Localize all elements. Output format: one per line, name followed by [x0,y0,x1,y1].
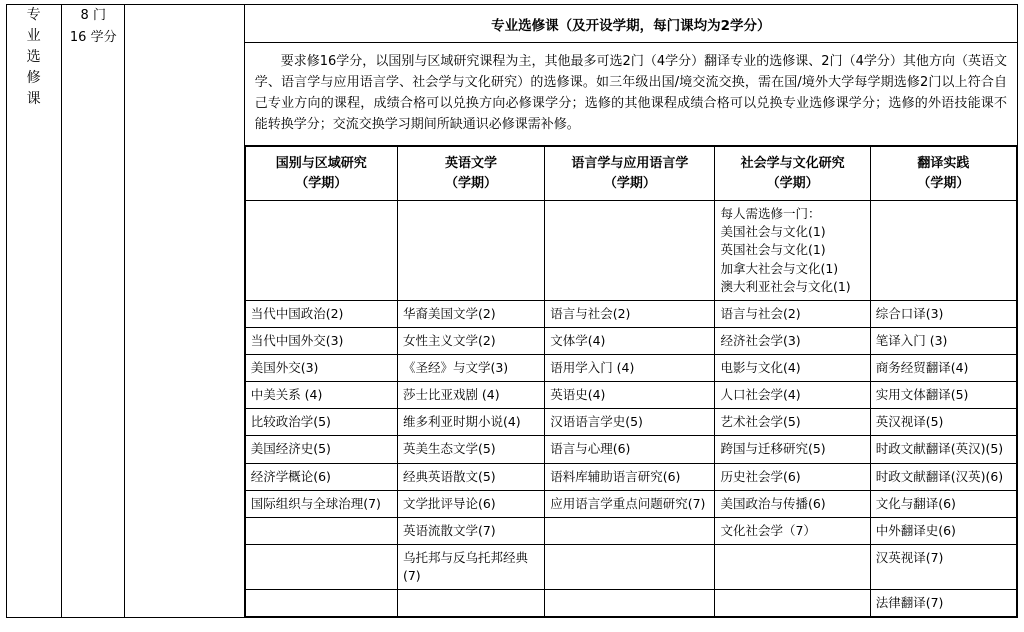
course-cell: 当代中国政治(2) [245,300,397,327]
cell-empty [870,201,1016,301]
course-cell: 文化社会学（7） [715,517,870,544]
header-line-2: （学期） [766,175,819,191]
table-row [7,5,1018,618]
course-cell: 法律翻译(7) [870,590,1016,617]
table-row [245,382,1016,409]
header-line-2: （学期） [295,175,348,191]
course-cell: 历史社会学(6) [715,463,870,490]
note-line-3: 英国社会与文化(1) [720,242,826,258]
header-line-2: （学期） [917,175,970,191]
elective-courses-body [245,201,1016,617]
course-cell [715,544,870,589]
header-line-2: （学期） [603,175,656,191]
cell-empty [397,201,544,301]
column-header-sociology-culture [715,147,870,201]
course-cell [245,517,397,544]
course-cell: 经济学概论(6) [245,463,397,490]
credits-courses: 8 门 [80,8,106,23]
course-cell: 美国外交(3) [245,355,397,382]
row-label-char-2: 业 [26,28,42,44]
credits-cell [62,5,125,618]
header-line-1: 翻译实践 [917,156,970,172]
row-label-char-5: 课 [26,91,42,107]
table-row [245,544,1016,589]
course-cell [545,544,715,589]
course-cell: 文学批评导论(6) [397,490,544,517]
course-cell [245,590,397,617]
table-row [245,409,1016,436]
row-label-char-4: 修 [26,70,42,86]
cell-required-one-note [715,201,870,301]
cell-empty [545,201,715,301]
table-row [245,463,1016,490]
section-title: 专业选修课（及开设学期，每门课均为2学分） [245,5,1017,43]
course-cell [545,590,715,617]
section-paragraph: 要求修16学分，以国别与区域研究课程为主，其他最多可选2门（4学分）翻译专业的选修课、2门（4学分）其他方向（英语文学、语言学与应用语言学、社会学与文化研究）的选修课。如三年级出国/境交流交换，需在国/境外大学每学期选修2门以上符合自己专业方向的课程，成绩合格可以兑换方向必修课学分；选修的其他课程成绩合格可以兑换专业选修课学分；选修的外语技能课不能转换学分；交流交换学习期间所缺通识必修课需补修。 [254,54,1007,133]
note-line-1: 每人需选修一门： [720,206,821,222]
note-line-2: 美国社会与文化(1) [720,224,826,240]
course-cell: 英汉视译(5) [870,409,1016,436]
note-line-4: 加拿大社会与文化(1) [720,260,839,276]
course-cell: 应用语言学重点问题研究(7) [545,490,715,517]
main-content-cell [244,5,1017,618]
course-cell: 乌托邦与反乌托邦经典(7) [397,544,544,589]
table-row [245,327,1016,354]
elective-courses-table [245,146,1017,617]
course-cell [715,590,870,617]
course-cell [245,544,397,589]
course-cell: 维多利亚时期小说(4) [397,409,544,436]
course-cell: 电影与文化(4) [715,355,870,382]
row-label-cell [7,5,62,618]
credits-points: 16 学分 [69,30,117,46]
course-cell: 人口社会学(4) [715,382,870,409]
course-cell: 中美关系 (4) [245,382,397,409]
curriculum-outer-table [6,4,1018,618]
course-cell: 女性主义文学(2) [397,327,544,354]
course-cell: 语料库辅助语言研究(6) [545,463,715,490]
header-line-1: 语言学与应用语言学 [571,156,689,172]
course-cell: 中外翻译史(6) [870,517,1016,544]
course-cell: 汉英视译(7) [870,544,1016,589]
column-header-english-literature [397,147,544,201]
course-cell: 语言与社会(2) [715,300,870,327]
header-line-1: 国别与区域研究 [275,156,367,172]
course-cell: 时政文献翻译(汉英)(6) [870,463,1016,490]
course-cell: 英美生态文学(5) [397,436,544,463]
course-cell: 笔译入门 (3) [870,327,1016,354]
course-cell: 《圣经》与文学(3) [397,355,544,382]
course-cell: 莎士比亚戏剧 (4) [397,382,544,409]
column-header-area-studies [245,147,397,201]
course-cell: 商务经贸翻译(4) [870,355,1016,382]
course-cell: 当代中国外交(3) [245,327,397,354]
table-row [245,490,1016,517]
course-cell: 比较政治学(5) [245,409,397,436]
table-header-row [245,147,1016,201]
header-line-1: 英语文学 [445,156,498,172]
document-page [0,4,1024,632]
table-row [245,590,1016,617]
note-line-5: 澳大利亚社会与文化(1) [720,278,851,294]
course-cell: 实用文体翻译(5) [870,382,1016,409]
course-cell: 语用学入门 (4) [545,355,715,382]
course-cell: 跨国与迁移研究(5) [715,436,870,463]
table-row [245,355,1016,382]
course-cell: 英语流散文学(7) [397,517,544,544]
course-cell [545,517,715,544]
row-label-char-3: 选 [26,49,42,65]
course-cell: 美国政治与传播(6) [715,490,870,517]
course-cell: 经济社会学(3) [715,327,870,354]
column-header-linguistics [545,147,715,201]
table-row [245,300,1016,327]
cell-empty [245,201,397,301]
course-cell: 文化与翻译(6) [870,490,1016,517]
course-cell [397,590,544,617]
course-cell: 语言与社会(2) [545,300,715,327]
course-cell: 经典英语散文(5) [397,463,544,490]
table-row [245,436,1016,463]
course-cell: 语言与心理(6) [545,436,715,463]
course-cell: 艺术社会学(5) [715,409,870,436]
course-cell: 美国经济史(5) [245,436,397,463]
course-cell: 综合口译(3) [870,300,1016,327]
table-row-required-note [245,201,1016,301]
course-cell: 时政文献翻译(英汉)(5) [870,436,1016,463]
course-cell: 国际组织与全球治理(7) [245,490,397,517]
course-cell: 华裔美国文学(2) [397,300,544,327]
table-row [245,517,1016,544]
row-label-char-1: 专 [26,7,42,23]
empty-spacer-cell [125,5,244,618]
header-line-2: （学期） [445,175,498,191]
column-header-translation-practice [870,147,1016,201]
section-description [245,43,1017,146]
course-cell: 英语史(4) [545,382,715,409]
course-cell: 文体学(4) [545,327,715,354]
course-cell: 汉语语言学史(5) [545,409,715,436]
header-line-1: 社会学与文化研究 [740,156,845,172]
